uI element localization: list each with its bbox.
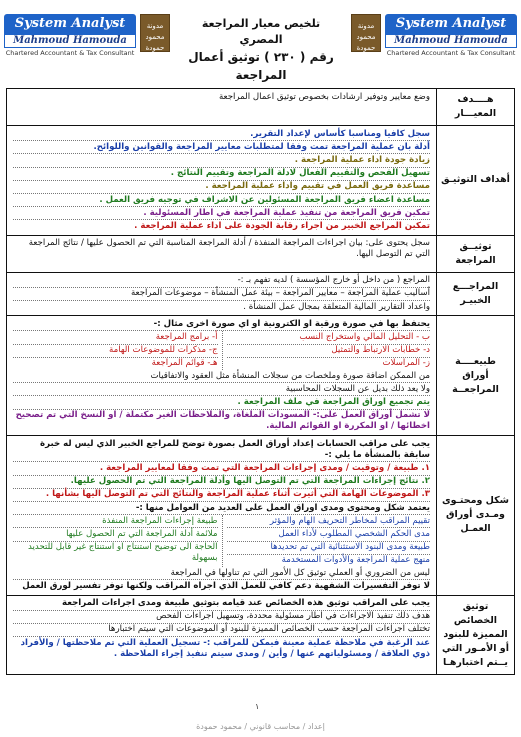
row-expert [7,272,514,316]
objective-item: تمكين فريق المراجعة من تنفيذ عملية المراجعة في اطار المسئولية . [13,207,430,220]
form-tail: ليس من الضروري أو العملي توثيق كل الأمور التي تم تناولها في المراجعة [13,567,430,580]
page-number: ١ [255,702,260,711]
papers-examples [13,331,430,370]
paper-example: ب - التحليل المالي واستخراج النسب [227,331,431,344]
logo-tagline: Chartered Accountant & Tax Consultant [386,49,516,57]
papers-note: ولا يعد ذلك بديل عن السجلات المحاسبية [13,383,430,396]
features-line: عند الرغبة في ملاحظة عملية معينة فيمكن للمراقب :- تسجيل العملية التي تم ملاحظتها / والأفراد ذوي العلاقة / ومسئولياتهم عنها / وأين / ومدى سيتم تنفيذ إجراء الملاحظة . [20,637,430,659]
label-goal: هــــدف المعيـــار [436,89,514,125]
form-factors-left [222,515,431,567]
label-features: توثيق الخصائص المميزة للبنود أو الأمـور التي يــتم اختبارهـا [436,596,514,674]
features-line: هدف ذلك تنفيذ الاجراءات في اطار مسئولية محددة، وتسهيل اجراءات الفحص [13,611,430,624]
form-factor: الحاجة الى توضيح استنتاج او استنتاج غير قابل للتحديد بسهولة [28,542,218,564]
form-factor: تقييم المراقب لمخاطر التحريف الهام والمؤثر [227,515,431,528]
form-factor: طبيعة ومدى البنود الاستثنائية التي تم تحديدها [227,542,431,555]
row-documentation [7,235,514,272]
form-line: يجب على مراقب الحسابات إعداد أوراق العمل بصورة توضح للمراجع الخبير الذي ليس له خبرة سابقة بالمنشأة ما يلي :- [13,438,430,462]
logo-person: Mahmoud Hamouda [4,34,136,48]
content-objectives [7,126,436,235]
document-header [0,8,521,80]
row-form [7,435,514,594]
features-line: تختلف اجراءات المراجعة حسب الخصائص المميزة للبنود أو الموضوعات التي سيتم اختبارها [13,624,430,637]
papers-intro: يحتفظ بها في صورة ورقية او الكترونية او اي صورة اخرى مثال :- [13,318,430,331]
papers-examples-left [222,331,431,370]
brand-logo-right [385,14,517,58]
papers-note: من الممكن اضافة صورة وملخصات من سجلات المنشأة مثل العقود والاتفاقيات [13,370,430,383]
paper-example: ج- مذكرات للموضوعات الهامة [13,345,218,358]
objective-item: تمكين المراجع الخبير من اجراء رقابة الجودة على اداء عملية المراجعة . [134,220,430,231]
label-papers: طبيعــــة أوراق المراجعــة [436,316,514,435]
content-goal [7,89,436,125]
objective-item: مساعدة اعضاء فريق المراجعة المسئولين عن الاشراف في توجيه فريق العمل . [13,194,430,207]
doc-subtitle: رقم ( ٢٣٠ ) توثيق أعمال المراجعة [188,50,334,82]
objective-item: مساعدة فريق العمل في تقييم واداء عملية المراجعة . [13,181,430,194]
logo-name: System Analyst [4,14,136,34]
row-features [7,595,514,674]
logo-name: System Analyst [385,14,517,34]
expert-line: واعداد التقارير المالية المتعلقة بمجال عمل المنشأة . [243,301,430,312]
objective-item: سجل كافيا ومناسبا كأساس لإعداد التقرير. [13,128,430,141]
logo-person: Mahmoud Hamouda [385,34,517,48]
goal-text: وضع معايير وتوفير ارشادات بخصوص توثيق اعمال المراجعة [218,91,430,102]
documentation-text: سجل يحتوى على: بيان اجراءات المراجعة المنفذة / أدلة المراجعة المناسبة التي تم الحصول عليها / نتائج المراجعة التي تم التوصل اليها. [28,238,430,260]
form-line: يعتمد شكل ومحتوى ومدى اوراق العمل على العديد من العوامل منها :- [13,502,430,515]
doc-title: تلخيص معيار المراجعة المصري [201,17,321,46]
form-factor: طبيعة إجراءات المراجعة المنفذة [13,515,218,528]
row-goal [7,89,514,125]
form-factors-right [13,515,222,567]
label-form: شكل ومحتـوى ومـدى أوراق العمـل [436,436,514,594]
row-objectives [7,125,514,235]
form-line: ١. طبيعة / وتوقيت / ومدى إجراءات المراجعة التي تمت وفقا لمعايير المراجعة . [13,462,430,475]
content-expert [7,273,436,316]
expert-line: أساليب عملية المراجعة – معايير المراجعة – بيئة عمل المنشأة – موضوعات المراجعة [13,288,430,301]
content-features [7,596,436,674]
standard-summary-table [6,88,515,675]
paper-example: ز- المراسلات [382,358,430,369]
content-documentation [7,236,436,272]
objective-item: تسهيل الفحص والتقييم الفعال لادلة المراجعة وتقييم النتائج . [13,168,430,181]
objective-item: زيادة جودة اداء عملية المراجعة . [13,154,430,167]
form-factor: مدى الحكم الشخصي المطلوب لأداء العمل [227,528,431,541]
paper-example: هـ- قوائم المراجعة [151,358,218,369]
features-line: يجب على المراقب توثيق هذه الخصائص عند قيامه بتوثيق طبيعة ومدى اجراءات المراجعة [13,598,430,611]
brand-logo-left [4,14,136,58]
form-factor: منهج عملية المراجعة والأدوات المستخدمة [281,555,430,566]
expert-line: المراجع ( من داخل أو خارج المؤسسة ) لديه تفهم بـ :- [13,275,430,288]
content-form [7,436,436,594]
form-factor: ملائمة أدلة المراجعة التي تم الحصول عليها [13,528,218,541]
label-objectives: أهداف التوثيـق [436,126,514,235]
form-tail: لا توفر التفسيرات الشفهية دعم كافي للعمل الذي اجراه المراقب ولكنها توفر تفسير لورق العمل [22,580,430,591]
papers-note: لا تشمل أوراق العمل على:- المسودات الملغاة، والملاحظات الغير مكتملة / او النسخ التي تم تصحيح اخطائها / او المكررة او القوائم المالية. [15,410,430,432]
blog-stamp-right: مدونة محمود حمودة [351,14,381,52]
page-footer: إعداد / محاسب قانوني / محمود حمودة [196,722,325,731]
row-papers [7,315,514,435]
form-line: ٣. الموضوعات الهامة التي أثيرت أثناء عملية المراجعة والنتائج التي تم التوصل اليها بشأنها . [13,489,430,502]
objective-item: أدلة بان عملية المراجعة تمت وفقا لمتطلبات معايير المراجعة والقوانين واللوائح. [13,141,430,154]
form-line: ٢. نتائج إجراءات المراجعة التي تم التوصل اليها وأدلة المراجعة التي تم الحصول عليها. [13,476,430,489]
papers-examples-right [13,331,222,370]
blog-stamp-left: مدونة محمود حمودة [140,14,170,52]
label-expert: المراجـــع الخبيـر [436,273,514,316]
title-block [180,16,342,84]
paper-example: أ- برامج المراجعة [13,331,218,344]
form-factors [13,515,430,567]
papers-note: يتم تجميع اوراق المراجعة في ملف المراجعة . [13,396,430,409]
content-papers [7,316,436,435]
logo-tagline: Chartered Accountant & Tax Consultant [5,49,135,57]
label-documentation: توثيــق المراجعة [436,236,514,272]
paper-example: د- خطابات الارتباط والتمثيل [227,345,431,358]
